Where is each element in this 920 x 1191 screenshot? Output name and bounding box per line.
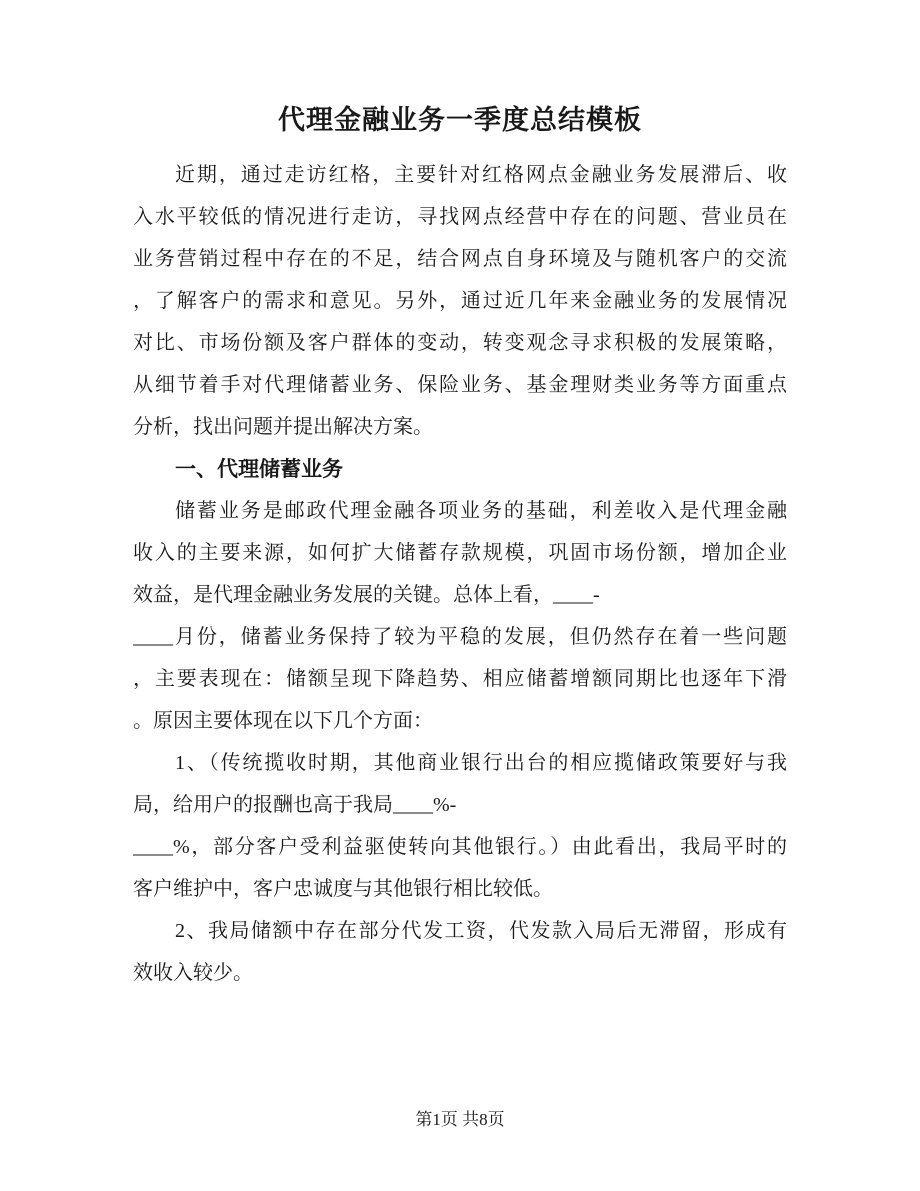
text-line-with-blank: ____月份，储蓄业务保持了较为平稳的发展，但仍然存在着一些问题 — [133, 626, 787, 648]
paragraph-savings-overview — [133, 490, 787, 742]
text-line: 客户维护中，客户忠诚度与其他银行相比较低。 — [133, 878, 553, 900]
paragraph-intro — [133, 154, 787, 448]
section-heading-1: 一、代理储蓄业务 — [175, 457, 343, 481]
text-line: 效收入较少。 — [133, 962, 253, 984]
text-line: 分析，找出问题并提出解决方案。 — [133, 416, 433, 438]
page-number-text: 第1页 共8页 — [415, 1110, 505, 1129]
document-title: 代理金融业务一季度总结模板 — [278, 105, 642, 135]
text-line: 近期，通过走访红格，主要针对红格网点金融业务发展滞后、收 — [175, 164, 787, 186]
text-line-with-blank: 局，给用户的报酬也高于我局____%- — [133, 794, 457, 816]
text-line: 1、（传统揽收时期，其他商业银行出台的相应揽储政策要好与我 — [175, 752, 787, 774]
text-line: 储蓄业务是邮政代理金融各项业务的基础，利差收入是代理金融 — [175, 500, 787, 522]
text-line: 。原因主要体现在以下几个方面： — [133, 710, 433, 732]
text-line-with-blank: 效益，是代理金融业务发展的关键。总体上看，____- — [133, 584, 600, 606]
text-line: ，了解客户的需求和意见。另外，通过近几年来金融业务的发展情况 — [133, 290, 787, 312]
text-line-with-blank: ____%，部分客户受利益驱使转向其他银行。）由此看出，我局平时的 — [133, 836, 787, 858]
text-line: 从细节着手对代理储蓄业务、保险业务、基金理财类业务等方面重点 — [133, 374, 787, 396]
paragraph-reason-1 — [133, 742, 787, 910]
text-line: 2、我局储额中存在部分代发工资，代发款入局后无滞留，形成有 — [175, 920, 787, 942]
text-line: ，主要表现在：储额呈现下降趋势、相应储蓄增额同期比也逐年下滑 — [133, 668, 787, 690]
text-line: 收入的主要来源，如何扩大储蓄存款规模，巩固市场份额，增加企业 — [133, 542, 787, 564]
text-line: 业务营销过程中存在的不足，结合网点自身环境及与随机客户的交流 — [133, 248, 787, 270]
document-body — [133, 98, 787, 994]
page-footer — [0, 1108, 920, 1132]
paragraph-reason-2 — [133, 910, 787, 994]
text-line: 对比、市场份额及客户群体的变动，转变观念寻求积极的发展策略， — [133, 332, 787, 354]
text-line: 入水平较低的情况进行走访，寻找网点经营中存在的问题、营业员在 — [133, 206, 787, 228]
